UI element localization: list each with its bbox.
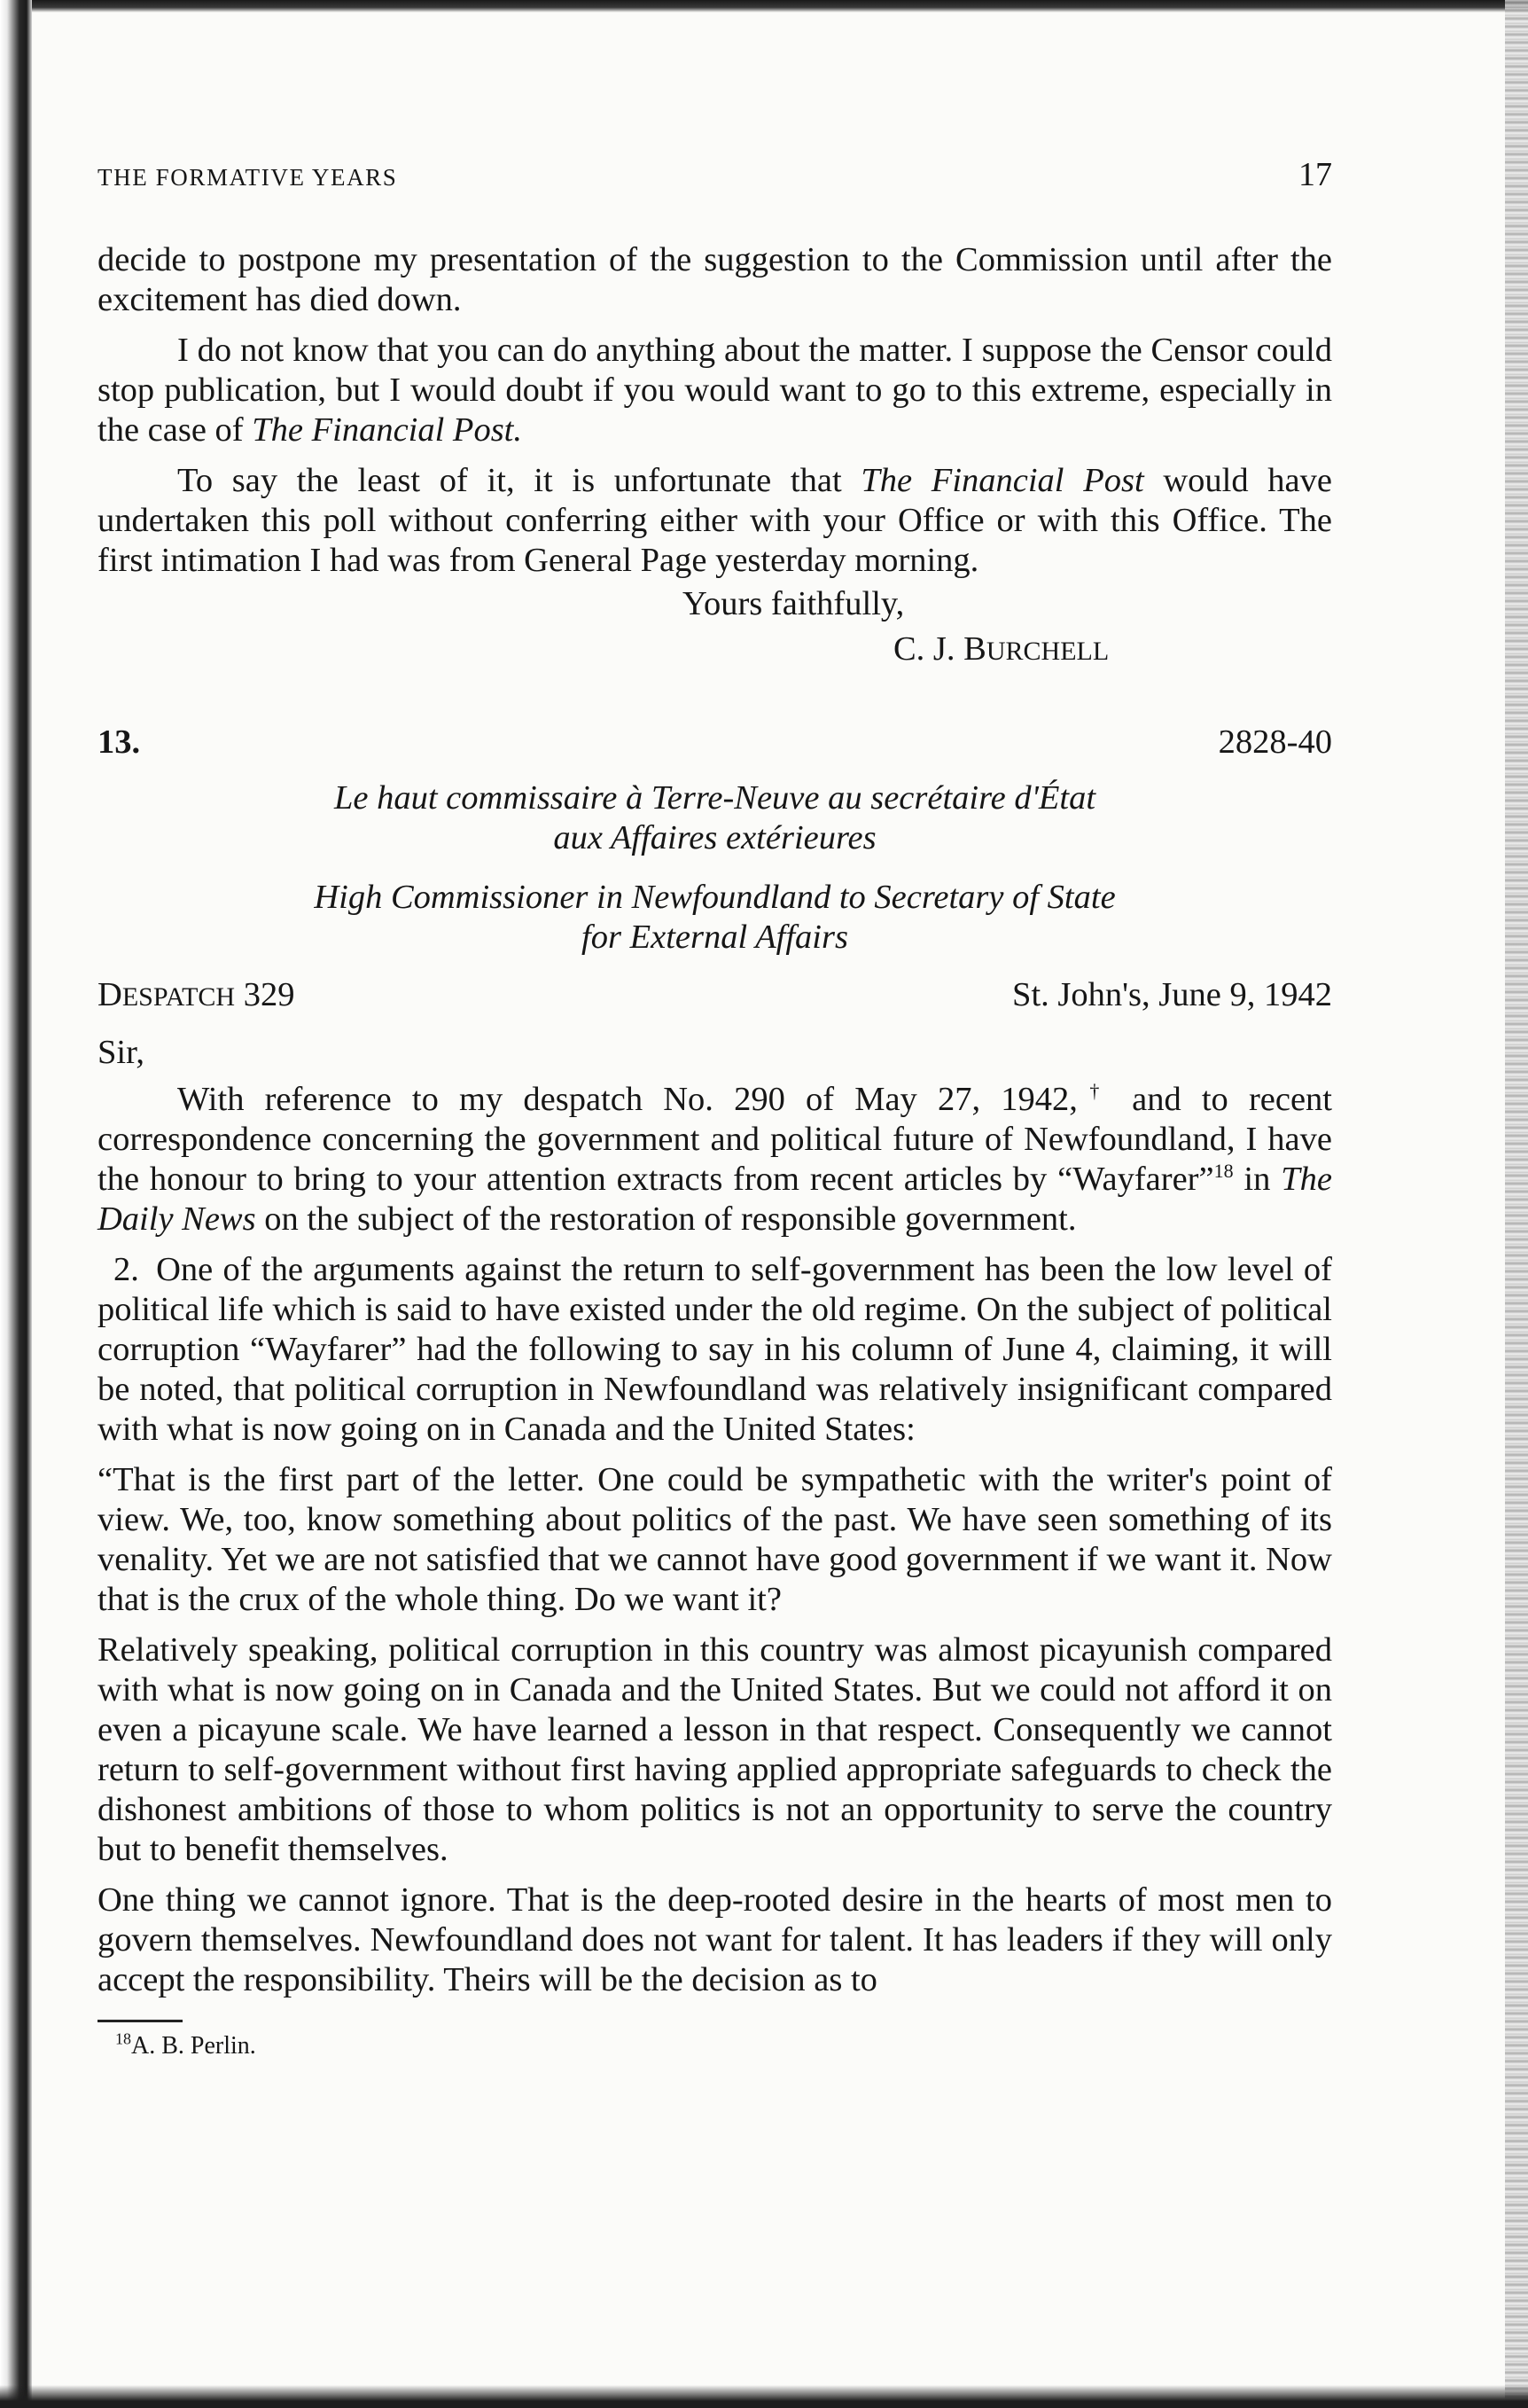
document-title-french xyxy=(97,778,1332,858)
footnote xyxy=(97,2031,1332,2061)
document-title-english xyxy=(97,878,1332,958)
footnote-rule xyxy=(97,2020,183,2022)
running-title: THE FORMATIVE YEARS xyxy=(97,164,398,191)
page-content xyxy=(97,155,1332,2061)
letter-closing: Yours faithfully, xyxy=(682,585,905,622)
scan-edge-top xyxy=(0,0,1528,12)
para1-text-a: With reference to my despatch No. 290 of May 27, 1942, xyxy=(177,1081,1078,1118)
document-header xyxy=(97,723,1332,762)
quoted-paragraph-2: Relatively speaking, political corruption in this country was almost picayunish compared with what is now going on in Canada and the United States. But we could not afford it on even a picayune scale. We have learned a lesson in that respect. Consequently we cannot return to self-government without first having applied appropriate safeguards to check the dishonest ambitions of those to whom politics is not an opportunity to serve the country but to benefit themselves. xyxy=(97,1631,1332,1868)
place-date: St. John's, June 9, 1942 xyxy=(1012,976,1332,1013)
para1-text-d: on the subject of the restoration of responsible government. xyxy=(255,1200,1077,1238)
footnote-marker: 18 xyxy=(115,2029,131,2048)
title-en-line-1: High Commissioner in Newfoundland to Secretary of State xyxy=(314,879,1116,916)
letter-paragraph-2 xyxy=(97,331,1332,450)
despatch-number: 329 xyxy=(235,976,295,1013)
despatch-paragraph-2: 2. One of the arguments against the return to self-government has been the low level of political life which is said to have existed under the old regime. On the subject of political corruption “Wayfarer” had the following to say in his column of June 4, claiming, it will be noted, that political corruption in Newfoundland was relatively insignificant compared with what is now going on in Canada and the United States: xyxy=(97,1251,1332,1448)
page-number: 17 xyxy=(1298,156,1332,193)
para1-text-c: in xyxy=(1233,1161,1282,1198)
document-number: 13. xyxy=(97,723,141,761)
quoted-paragraph-3: One thing we cannot ignore. That is the deep-rooted desire in the hearts of most men to govern themselves. Newfoundland does not want for talent. It has leaders if they will only accept the responsibility. Theirs will be the decision as to xyxy=(97,1881,1332,1998)
publication-title: The Financial Post. xyxy=(252,411,523,449)
despatch-paragraph-1 xyxy=(97,1080,1332,1239)
running-head xyxy=(97,155,1332,198)
letter-paragraph-2-text: I do not know that you can do anything about the matter. I suppose the Censor could stop publication, but I would doubt if you would want to go to this extreme, especially in the case of xyxy=(97,332,1332,449)
letter-signature xyxy=(97,629,1332,671)
title-en-line-2: for External Affairs xyxy=(581,919,848,956)
salutation: Sir, xyxy=(97,1034,145,1071)
despatch-word-rest: ESPATCH xyxy=(121,982,236,1012)
scan-edge-right xyxy=(1505,0,1528,2408)
signature-surname-rest: URCHELL xyxy=(986,637,1110,666)
footnote-reference: 18 xyxy=(1213,1160,1234,1183)
file-reference: 2828-40 xyxy=(1218,723,1332,761)
scan-edge-left xyxy=(0,0,32,2408)
despatch-label xyxy=(97,975,294,1017)
dagger-note-marker: † xyxy=(1077,1080,1111,1103)
signature-initials: C. J. B xyxy=(893,630,986,668)
quoted-paragraph-1: “That is the first part of the letter. One could be sympathetic with the writer's point of view. We, too, know something about politics of the past. We have seen something of its venality. Yet we are not satisfied that we cannot have good government if we want it. Now that is the crux of the whole thing. Do we want it? xyxy=(97,1461,1332,1618)
footnote-text: A. B. Perlin. xyxy=(131,2032,256,2060)
despatch-initial: D xyxy=(97,976,122,1013)
letter-paragraph-1: decide to postpone my presentation of the suggestion to the Commission until after the excitement has died down. xyxy=(97,241,1332,318)
title-fr-line-2: aux Affaires extérieures xyxy=(553,819,877,856)
publication-title: The Financial Post xyxy=(861,462,1144,499)
despatch-row xyxy=(97,975,1332,1017)
letter-paragraph-3-text-a: To say the least of it, it is unfortunate that xyxy=(177,462,861,499)
letter-paragraph-3 xyxy=(97,461,1332,581)
title-fr-line-1: Le haut commissaire à Terre-Neuve au secrétaire d'État xyxy=(333,779,1096,817)
newspaper-title: The Daily News xyxy=(97,1161,1332,1238)
scan-edge-bottom xyxy=(0,2385,1528,2408)
para1-text-b: and to recent correspondence concerning the government and political future of Newfoundland, I have the honour to bring to your attention extracts from recent articles by “Wayfarer” xyxy=(97,1081,1333,1198)
letter-paragraph-3-text-b: would have undertaken this poll without conferring either with your Office or with this Office. The first intimation I had was from General Page yesterday morning. xyxy=(97,462,1332,579)
